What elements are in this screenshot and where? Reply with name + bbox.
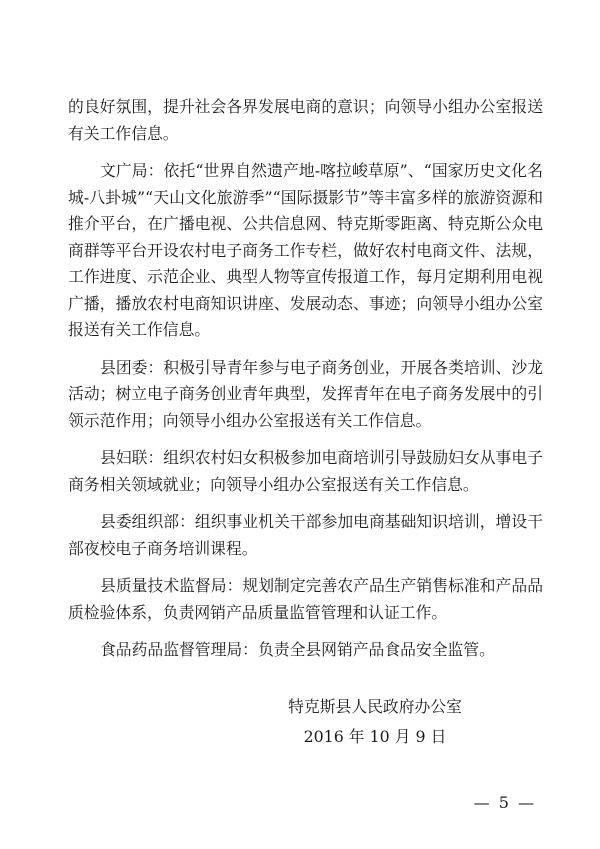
page-number: — 5 — [473, 793, 536, 812]
signature-date: 2016 年 10 月 9 日 [303, 727, 447, 746]
paragraph-womens-federation: 县妇联：组织农村妇女积极参加电商培训引导鼓励妇女从事电子商务相关领域就业；向领导小组办公室报送有关工作信息。 [68, 448, 543, 494]
paragraph-quality-bureau: 县质量技术监督局：规划制定完善农产品生产销售标准和产品品质检验体系，负责网销产品质量监管管理和认证工作。 [68, 576, 543, 622]
paragraph-continuation: 的良好氛围，提升社会各界发展电商的意识；向领导小组办公室报送有关工作信息。 [68, 97, 543, 143]
paragraph-organization-dept: 县委组织部：组织事业机关干部参加电商基础知识培训，增设干部夜校电子商务培训课程。 [68, 512, 543, 558]
paragraph-culture-bureau: 文广局：依托“世界自然遗产地-喀拉峻草原”、“国家历史文化名城-八卦城”“天山文化旅游季”“国际摄影节”等丰富多样的旅游资源和推介平台，在广播电视、公共信息网、特克斯零距离、特克斯公众电商群等平台开设农村电子商务工作专栏，做好农村电商文件、法规，工作进度、示范企业、典型人物等宣传报道工作，每月定期利用电视广播，播放农村电商知识讲座、发展动态、事迹；向领导小组办公室报送有关工作信息。 [68, 161, 543, 339]
signature-organization: 特克斯县人民政府办公室 [288, 697, 462, 716]
paragraph-youth-league: 县团委：积极引导青年参与电子商务创业，开展各类培训、沙龙活动；树立电子商务创业青年典型，发挥青年在电子商务发展中的引领示范作用；向领导小组办公室报送有关工作信息。 [68, 357, 543, 430]
document-body [68, 94, 543, 675]
signature-block [265, 692, 485, 752]
paragraph-food-drug-bureau: 食品药品监督管理局：负责全县网销产品食品安全监管。 [100, 640, 495, 659]
